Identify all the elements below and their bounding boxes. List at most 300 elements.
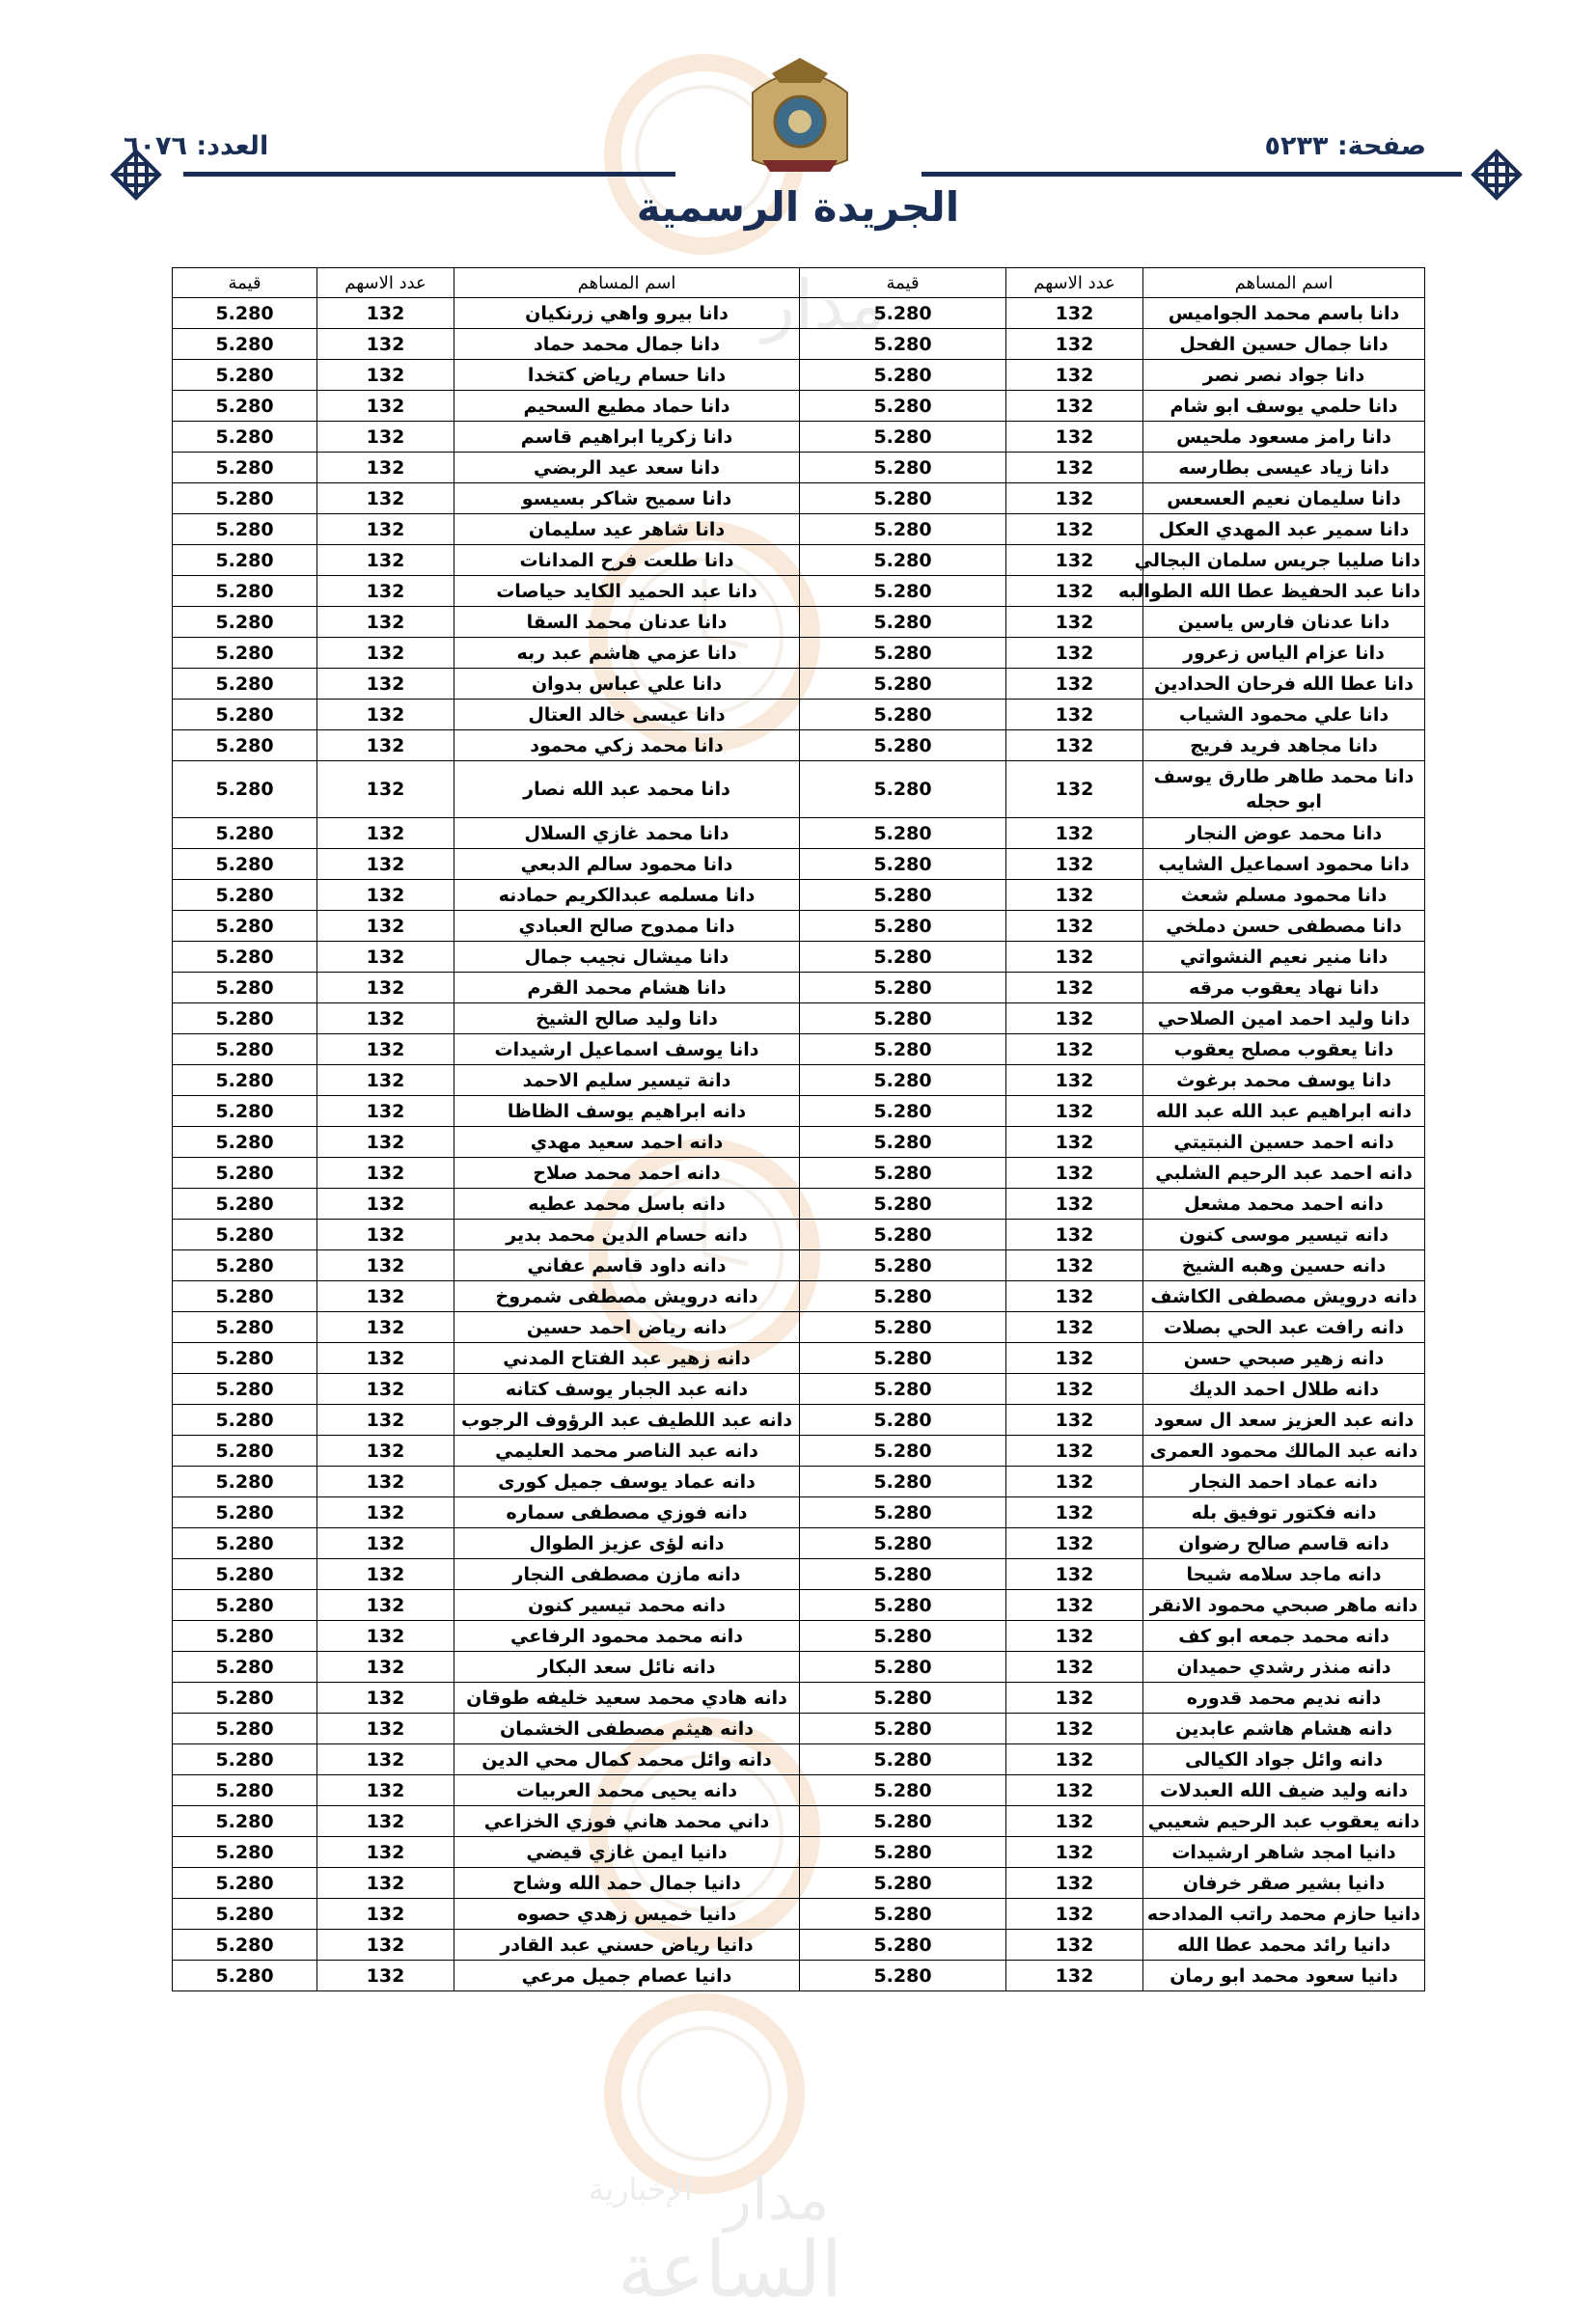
- cell-value: 5.280: [173, 1467, 317, 1497]
- cell-name: دانا حماد مطيع السحيم: [454, 391, 800, 422]
- cell-shares: 132: [1006, 1096, 1143, 1127]
- cell-value: 5.280: [800, 1405, 1006, 1436]
- cell-value: 5.280: [800, 1590, 1006, 1621]
- cell-shares: 132: [317, 1961, 454, 1991]
- header-rule-left: [183, 172, 675, 177]
- cell-name: دانا علي عباس بدوان: [454, 669, 800, 700]
- cell-value: 5.280: [173, 1189, 317, 1220]
- cell-shares: 132: [317, 1312, 454, 1343]
- cell-value: 5.280: [800, 1034, 1006, 1065]
- cell-shares: 132: [1006, 1250, 1143, 1281]
- cell-shares: 132: [1006, 1837, 1143, 1868]
- table-row: [173, 453, 1425, 483]
- cell-name: دانه نديم محمد قدوره: [1143, 1683, 1425, 1714]
- cell-shares: 132: [317, 1714, 454, 1744]
- table-row: [173, 422, 1425, 453]
- table-row: [173, 1528, 1425, 1559]
- cell-shares: 132: [317, 1621, 454, 1652]
- cell-value: 5.280: [173, 1220, 317, 1250]
- table-row: [173, 880, 1425, 911]
- cell-value: 5.280: [173, 1312, 317, 1343]
- cell-shares: 132: [317, 1528, 454, 1559]
- cell-name: دانه يحيى محمد العربيات: [454, 1775, 800, 1806]
- cell-shares: 132: [317, 1096, 454, 1127]
- cell-value: 5.280: [800, 1652, 1006, 1683]
- cell-name: دانا محمد غازي السلال: [454, 818, 800, 849]
- cell-value: 5.280: [173, 1497, 317, 1528]
- cell-shares: 132: [1006, 1405, 1143, 1436]
- cell-shares: 132: [1006, 973, 1143, 1003]
- table-row: [173, 1559, 1425, 1590]
- cell-value: 5.280: [800, 1775, 1006, 1806]
- cell-value: 5.280: [173, 1961, 317, 1991]
- cell-shares: 132: [1006, 818, 1143, 849]
- cell-name: دانه يعقوب عبد الرحيم شعيبي: [1143, 1806, 1425, 1837]
- cell-value: 5.280: [800, 761, 1006, 818]
- cell-name: دانه عماد يوسف جميل كورى: [454, 1467, 800, 1497]
- cell-value: 5.280: [173, 514, 317, 545]
- cell-shares: 132: [1006, 1497, 1143, 1528]
- cell-value: 5.280: [800, 1714, 1006, 1744]
- shareholders-table: [172, 267, 1425, 1991]
- cell-value: 5.280: [800, 669, 1006, 700]
- table-row: [173, 1652, 1425, 1683]
- table-row: [173, 1837, 1425, 1868]
- cell-shares: 132: [317, 1497, 454, 1528]
- table-row: [173, 360, 1425, 391]
- cell-value: 5.280: [173, 1714, 317, 1744]
- cell-value: 5.280: [173, 1065, 317, 1096]
- cell-shares: 132: [1006, 360, 1143, 391]
- cell-name: دانا عزام الياس زعرور: [1143, 638, 1425, 669]
- watermark-clock-icon: [579, 1988, 842, 2306]
- col-header-shares: عدد الاسهم: [1006, 268, 1143, 298]
- cell-name: دانه ماهر صبحي محمود الانقر: [1143, 1590, 1425, 1621]
- cell-value: 5.280: [800, 514, 1006, 545]
- page-number: صفحة: ٥٢٣٣: [1264, 131, 1426, 161]
- cell-value: 5.280: [800, 1899, 1006, 1930]
- cell-shares: 132: [1006, 638, 1143, 669]
- cell-name: دانه عبد الناصر محمد العليمي: [454, 1436, 800, 1467]
- cell-shares: 132: [1006, 1312, 1143, 1343]
- cell-name: دانا طلعت فرح المدانات: [454, 545, 800, 576]
- cell-value: 5.280: [800, 1220, 1006, 1250]
- table-row: [173, 1436, 1425, 1467]
- watermark-small-text: الإخبارية: [589, 2171, 693, 2208]
- col-header-value: قيمة: [173, 268, 317, 298]
- cell-name: دانه تيسير موسى كنون: [1143, 1220, 1425, 1250]
- cell-shares: 132: [317, 545, 454, 576]
- cell-name: دانه هشام هاشم عابدين: [1143, 1714, 1425, 1744]
- cell-name: دانا باسم محمد الجواميس: [1143, 298, 1425, 329]
- cell-value: 5.280: [800, 391, 1006, 422]
- cell-name: دانا محمد طاهر طارق يوسف ابو حجله: [1143, 761, 1425, 818]
- cell-name: دانه احمد حسين النبتيتي: [1143, 1127, 1425, 1158]
- cell-value: 5.280: [173, 1281, 317, 1312]
- watermark-text: مدار: [762, 265, 886, 344]
- cell-shares: 132: [317, 1467, 454, 1497]
- cell-name: دانا مصطفى حسن دملخي: [1143, 911, 1425, 942]
- cell-value: 5.280: [173, 1837, 317, 1868]
- cell-name: دانه درويش مصطفى شمروخ: [454, 1281, 800, 1312]
- cell-name: دانا مجاهد فريد فريج: [1143, 730, 1425, 761]
- cell-value: 5.280: [800, 422, 1006, 453]
- cell-value: 5.280: [800, 545, 1006, 576]
- cell-value: 5.280: [800, 849, 1006, 880]
- cell-name: داني محمد هاني فوزي الخزاعي: [454, 1806, 800, 1837]
- cell-name: دانيا عصام جميل مرعي: [454, 1961, 800, 1991]
- table-row: [173, 1127, 1425, 1158]
- table-row: [173, 329, 1425, 360]
- cell-shares: 132: [317, 422, 454, 453]
- cell-value: 5.280: [800, 818, 1006, 849]
- cell-shares: 132: [1006, 1714, 1143, 1744]
- table-row: [173, 514, 1425, 545]
- cell-value: 5.280: [800, 360, 1006, 391]
- table-row: [173, 483, 1425, 514]
- table-row: [173, 638, 1425, 669]
- cell-value: 5.280: [173, 1528, 317, 1559]
- gazette-title: الجريدة الرسمية: [636, 183, 960, 231]
- cell-shares: 132: [1006, 1127, 1143, 1158]
- cell-shares: 132: [1006, 1436, 1143, 1467]
- cell-shares: 132: [317, 391, 454, 422]
- cell-shares: 132: [1006, 1621, 1143, 1652]
- cell-shares: 132: [1006, 607, 1143, 638]
- cell-value: 5.280: [173, 1343, 317, 1374]
- cell-value: 5.280: [173, 700, 317, 730]
- cell-name: دانيا جمال حمد الله وشاح: [454, 1868, 800, 1899]
- cell-value: 5.280: [173, 973, 317, 1003]
- cell-name: دانا نهاد يعقوب مرقه: [1143, 973, 1425, 1003]
- cell-value: 5.280: [173, 298, 317, 329]
- cell-name: دانا هشام محمد القرم: [454, 973, 800, 1003]
- cell-shares: 132: [317, 761, 454, 818]
- cell-shares: 132: [1006, 453, 1143, 483]
- cell-value: 5.280: [800, 329, 1006, 360]
- cell-shares: 132: [1006, 1744, 1143, 1775]
- cell-shares: 132: [317, 1559, 454, 1590]
- cell-shares: 132: [1006, 1961, 1143, 1991]
- cell-shares: 132: [317, 1281, 454, 1312]
- cell-shares: 132: [1006, 391, 1143, 422]
- table-row: [173, 1405, 1425, 1436]
- cell-name: دانه احمد محمد صلاح: [454, 1158, 800, 1189]
- cell-name: دانا صليبا جريس سلمان البجالي: [1143, 545, 1425, 576]
- cell-name: دانه مازن مصطفى النجار: [454, 1559, 800, 1590]
- cell-shares: 132: [317, 1343, 454, 1374]
- watermark-text: مدار: [724, 2166, 830, 2234]
- cell-shares: 132: [1006, 1899, 1143, 1930]
- cell-value: 5.280: [800, 483, 1006, 514]
- cell-shares: 132: [317, 607, 454, 638]
- cell-value: 5.280: [800, 1961, 1006, 1991]
- cell-name: دانا مسلمه عبدالكريم حمادنه: [454, 880, 800, 911]
- table-row: [173, 1250, 1425, 1281]
- cell-shares: 132: [317, 483, 454, 514]
- cell-shares: 132: [1006, 1930, 1143, 1961]
- cell-shares: 132: [317, 1590, 454, 1621]
- cell-name: دانه هيثم مصطفى الخشمان: [454, 1714, 800, 1744]
- cell-shares: 132: [317, 576, 454, 607]
- cell-name: دانا سليمان نعيم العسعس: [1143, 483, 1425, 514]
- table-row: [173, 1806, 1425, 1837]
- table-row: [173, 1497, 1425, 1528]
- cell-value: 5.280: [800, 607, 1006, 638]
- cell-value: 5.280: [173, 1590, 317, 1621]
- table-row: [173, 1868, 1425, 1899]
- cell-value: 5.280: [800, 942, 1006, 973]
- cell-value: 5.280: [800, 730, 1006, 761]
- cell-shares: 132: [317, 1930, 454, 1961]
- cell-name: دانيا بشير صقر خرفان: [1143, 1868, 1425, 1899]
- table-row: [173, 1158, 1425, 1189]
- cell-shares: 132: [317, 1806, 454, 1837]
- cell-shares: 132: [1006, 1652, 1143, 1683]
- cell-shares: 132: [1006, 1775, 1143, 1806]
- cell-value: 5.280: [800, 298, 1006, 329]
- table-row: [173, 1003, 1425, 1034]
- cell-shares: 132: [1006, 1281, 1143, 1312]
- header-rule-right: [922, 172, 1462, 177]
- cell-value: 5.280: [173, 1930, 317, 1961]
- cell-name: دانا عطا الله فرحان الحدادين: [1143, 669, 1425, 700]
- cell-name: دانه زهير صبحي حسن: [1143, 1343, 1425, 1374]
- cell-value: 5.280: [800, 1281, 1006, 1312]
- table-row: [173, 1775, 1425, 1806]
- cell-shares: 132: [1006, 669, 1143, 700]
- cell-shares: 132: [317, 1436, 454, 1467]
- col-header-shares: عدد الاسهم: [317, 268, 454, 298]
- cell-name: دانه محمد جمعه ابو كف: [1143, 1621, 1425, 1652]
- table-header-row: [173, 268, 1425, 298]
- cell-name: دانه ابراهيم عبد الله عبد الله: [1143, 1096, 1425, 1127]
- cell-value: 5.280: [173, 1868, 317, 1899]
- cell-shares: 132: [317, 1837, 454, 1868]
- cell-value: 5.280: [173, 1775, 317, 1806]
- cell-shares: 132: [317, 1744, 454, 1775]
- cell-name: دانا وليد صالح الشيخ: [454, 1003, 800, 1034]
- cell-name: دانه قاسم صالح رضوان: [1143, 1528, 1425, 1559]
- cell-name: دانه عبد العزيز سعد ال سعود: [1143, 1405, 1425, 1436]
- cell-shares: 132: [1006, 1590, 1143, 1621]
- cell-value: 5.280: [173, 1683, 317, 1714]
- cell-value: 5.280: [800, 1127, 1006, 1158]
- table-row: [173, 669, 1425, 700]
- cell-name: دانا محمد زكي محمود: [454, 730, 800, 761]
- cell-shares: 132: [1006, 1374, 1143, 1405]
- cell-value: 5.280: [800, 911, 1006, 942]
- cell-name: دانا عبد الحفيظ عطا الله الطوالبه: [1143, 576, 1425, 607]
- table-row: [173, 911, 1425, 942]
- cell-shares: 132: [317, 880, 454, 911]
- cell-name: دانه هادي محمد سعيد خليفه طوقان: [454, 1683, 800, 1714]
- cell-name: دانه عبد المالك محمود العمرى: [1143, 1436, 1425, 1467]
- cell-name: دانا سعد عيد الربضي: [454, 453, 800, 483]
- table-row: [173, 942, 1425, 973]
- cell-shares: 132: [1006, 483, 1143, 514]
- cell-shares: 132: [317, 1683, 454, 1714]
- cell-shares: 132: [317, 1034, 454, 1065]
- cell-shares: 132: [1006, 1343, 1143, 1374]
- cell-value: 5.280: [173, 880, 317, 911]
- cell-name: دانيا رياض حسني عبد القادر: [454, 1930, 800, 1961]
- cell-value: 5.280: [173, 1096, 317, 1127]
- cell-value: 5.280: [800, 1374, 1006, 1405]
- cell-name: دانا يعقوب مصلح يعقوب: [1143, 1034, 1425, 1065]
- coat-of-arms-icon: [743, 54, 857, 179]
- table-row: [173, 1220, 1425, 1250]
- cell-value: 5.280: [173, 1744, 317, 1775]
- cell-name: دانا عبد الحميد الكايد حياصات: [454, 576, 800, 607]
- cell-value: 5.280: [173, 1436, 317, 1467]
- cell-name: دانا محمد عبد الله نصار: [454, 761, 800, 818]
- cell-shares: 132: [317, 911, 454, 942]
- cell-value: 5.280: [800, 1158, 1006, 1189]
- cell-name: دانه رافت عبد الحي بصلات: [1143, 1312, 1425, 1343]
- cell-value: 5.280: [173, 1621, 317, 1652]
- cell-shares: 132: [317, 942, 454, 973]
- cell-shares: 132: [1006, 700, 1143, 730]
- cell-shares: 132: [317, 453, 454, 483]
- cell-name: دانه فكتور توفيق بله: [1143, 1497, 1425, 1528]
- cell-name: دانيا خميس زهدي حصوه: [454, 1899, 800, 1930]
- table-row: [173, 576, 1425, 607]
- cell-name: دانيا سعود محمد ابو رمان: [1143, 1961, 1425, 1991]
- cell-shares: 132: [317, 1405, 454, 1436]
- cell-value: 5.280: [800, 973, 1006, 1003]
- cell-value: 5.280: [173, 1003, 317, 1034]
- cell-name: دانه وائل جواد الكيالى: [1143, 1744, 1425, 1775]
- cell-shares: 132: [317, 818, 454, 849]
- cell-name: دانا محمود اسماعيل الشايب: [1143, 849, 1425, 880]
- cell-shares: 132: [1006, 1003, 1143, 1034]
- cell-shares: 132: [1006, 761, 1143, 818]
- table-body: [173, 298, 1425, 1991]
- cell-value: 5.280: [173, 607, 317, 638]
- cell-name: دانه وليد ضيف الله العبدلات: [1143, 1775, 1425, 1806]
- cell-name: دانا ممدوح صالح العبادي: [454, 911, 800, 942]
- cell-value: 5.280: [173, 1158, 317, 1189]
- cell-shares: 132: [317, 1250, 454, 1281]
- table-row: [173, 1961, 1425, 1991]
- cell-value: 5.280: [800, 1096, 1006, 1127]
- cell-name: دانه عبد اللطيف عبد الرؤوف الرجوب: [454, 1405, 800, 1436]
- cell-shares: 132: [1006, 422, 1143, 453]
- cell-value: 5.280: [800, 1343, 1006, 1374]
- cell-value: 5.280: [800, 1930, 1006, 1961]
- cell-name: دانيا امجد شاهر ارشيدات: [1143, 1837, 1425, 1868]
- cell-shares: 132: [1006, 880, 1143, 911]
- cell-name: دانا محمد عوض النجار: [1143, 818, 1425, 849]
- cell-shares: 132: [1006, 942, 1143, 973]
- cell-value: 5.280: [173, 911, 317, 942]
- table-row: [173, 1930, 1425, 1961]
- cell-value: 5.280: [173, 360, 317, 391]
- cell-value: 5.280: [800, 1065, 1006, 1096]
- cell-shares: 132: [1006, 849, 1143, 880]
- cell-value: 5.280: [173, 761, 317, 818]
- cell-shares: 132: [317, 849, 454, 880]
- cell-name: دانا شاهر عيد سليمان: [454, 514, 800, 545]
- cell-shares: 132: [1006, 1528, 1143, 1559]
- cell-name: دانه منذر رشدي حميدان: [1143, 1652, 1425, 1683]
- cell-shares: 132: [317, 1374, 454, 1405]
- cell-shares: 132: [1006, 1467, 1143, 1497]
- cell-name: دانا سميح شاكر بسيسو: [454, 483, 800, 514]
- cell-value: 5.280: [800, 1189, 1006, 1220]
- cell-name: دانا يوسف محمد برغوث: [1143, 1065, 1425, 1096]
- cell-shares: 132: [317, 329, 454, 360]
- cell-shares: 132: [1006, 1868, 1143, 1899]
- table-row: [173, 298, 1425, 329]
- cell-shares: 132: [317, 1003, 454, 1034]
- cell-value: 5.280: [800, 1806, 1006, 1837]
- table-row: [173, 973, 1425, 1003]
- cell-name: دانه احمد سعيد مهدي: [454, 1127, 800, 1158]
- cell-value: 5.280: [173, 545, 317, 576]
- cell-name: دانه احمد محمد مشعل: [1143, 1189, 1425, 1220]
- cell-name: دانا زياد عيسى بطارسه: [1143, 453, 1425, 483]
- cell-value: 5.280: [800, 1003, 1006, 1034]
- table-row: [173, 391, 1425, 422]
- cell-name: دانا محمود سالم الدبعي: [454, 849, 800, 880]
- cell-value: 5.280: [173, 1559, 317, 1590]
- issue-number: العدد: ٦٠٧٦: [124, 131, 269, 161]
- table-row: [173, 1034, 1425, 1065]
- cell-shares: 132: [317, 973, 454, 1003]
- cell-shares: 132: [1006, 576, 1143, 607]
- cell-shares: 132: [317, 1775, 454, 1806]
- table-row: [173, 818, 1425, 849]
- table-row: [173, 1714, 1425, 1744]
- table-row: [173, 1374, 1425, 1405]
- table-row: [173, 1281, 1425, 1312]
- cell-shares: 132: [317, 360, 454, 391]
- cell-shares: 132: [317, 1652, 454, 1683]
- cell-value: 5.280: [800, 1837, 1006, 1868]
- cell-name: دانيا ايمن غازي قيضي: [454, 1837, 800, 1868]
- cell-value: 5.280: [173, 669, 317, 700]
- cell-value: 5.280: [800, 576, 1006, 607]
- col-header-name: اسم المساهم: [1143, 268, 1425, 298]
- cell-shares: 132: [1006, 1034, 1143, 1065]
- cell-shares: 132: [1006, 1189, 1143, 1220]
- cell-name: دانه ماجد سلامه شيحا: [1143, 1559, 1425, 1590]
- cell-shares: 132: [317, 1220, 454, 1250]
- cell-name: دانا عيسى خالد العتال: [454, 700, 800, 730]
- cell-shares: 132: [1006, 1158, 1143, 1189]
- cell-shares: 132: [317, 1158, 454, 1189]
- cell-shares: 132: [317, 700, 454, 730]
- cell-name: دانه فوزي مصطفى سماره: [454, 1497, 800, 1528]
- cell-shares: 132: [1006, 1065, 1143, 1096]
- table-row: [173, 1312, 1425, 1343]
- cell-name: دانا وليد احمد امين الصلاحي: [1143, 1003, 1425, 1034]
- cell-shares: 132: [317, 1189, 454, 1220]
- cell-value: 5.280: [800, 1683, 1006, 1714]
- cell-shares: 132: [317, 1065, 454, 1096]
- cell-shares: 132: [317, 1127, 454, 1158]
- cell-name: دانه نائل سعد البكار: [454, 1652, 800, 1683]
- table-row: [173, 1343, 1425, 1374]
- cell-shares: 132: [1006, 730, 1143, 761]
- cell-shares: 132: [317, 298, 454, 329]
- cell-shares: 132: [1006, 514, 1143, 545]
- cell-value: 5.280: [173, 483, 317, 514]
- table-row: [173, 1189, 1425, 1220]
- cell-value: 5.280: [800, 1744, 1006, 1775]
